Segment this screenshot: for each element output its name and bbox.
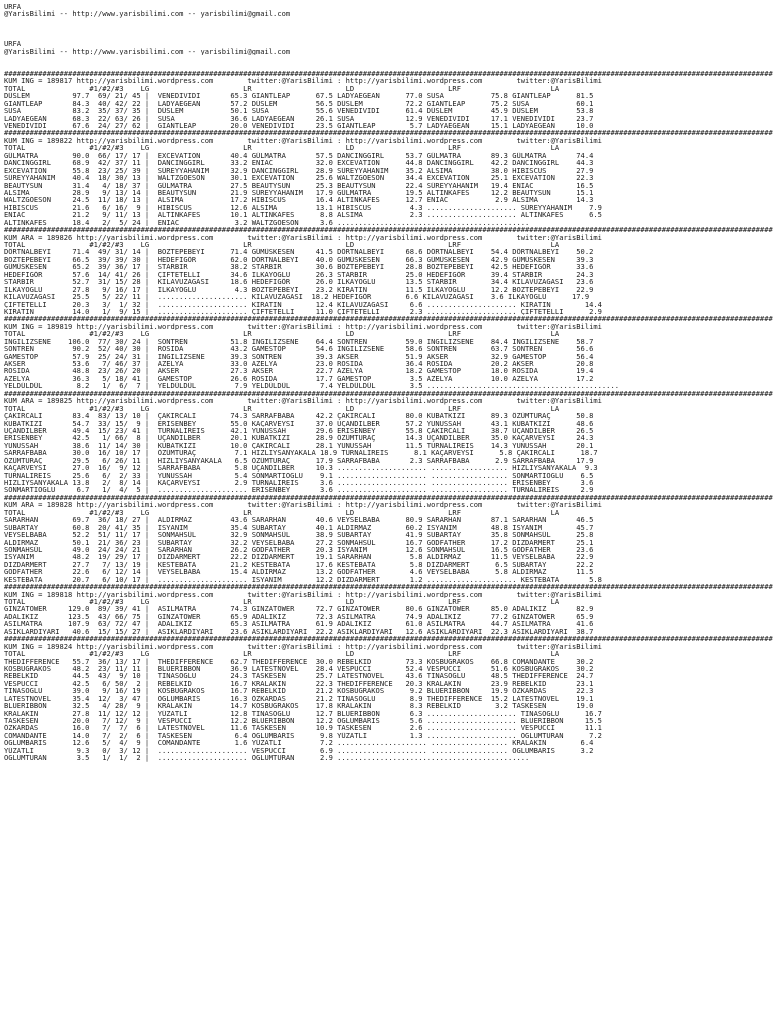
text-line: TOTAL #1/#2/#3 LG LR LD LRF LA [4, 330, 560, 338]
text-line: KESTEBATA 20.7 6/ 10/ 17 | ..................... ISYANIM 12.2 DIZDARMERT 1.2 ..................... KESTEBATA 5.8 [4, 575, 602, 584]
race-header-line: KUM ING = 189824 http://yarisbilimi.wordpress.com twitter:@YarisBilimi : http://yarisbilimi.wordpress.com twitter:@YarisBilimi [4, 642, 602, 651]
race-header-line: KUM ARA = 189826 http://yarisbilimi.wordpress.com twitter:@YarisBilimi : http://yarisbilimi.wordpress.com twitter:@YarisBilimi [4, 233, 602, 241]
text-line [4, 25, 773, 32]
text-line: DÜSLEM 97.7 69/ 21/ 45 | VENEDIVIDI 65.3 GIANTLEAP 67.5 LADYAEGEAN 77.0 SUSA 75.8 GIANTLEAP 81.5 [4, 92, 594, 100]
text-line: ÇIFTETELLI 20.3 3/ 1/ 32 | ..................... KIRATIN 12.4 KILAVUZAGASI 6.6 ..................... KIRATIN 14.4 [4, 300, 602, 308]
text-line: URFA [4, 3, 22, 11]
text-line: DIZDARMERT 27.7 7/ 13/ 19 | KESTEBATA 21.2 KESTEBATA 17.6 KESTEBATA 5.8 DIZDARMERT 6.5 SUBARTAY 22.2 [4, 560, 594, 569]
text-line: KAÇARVEYSI 27.0 16/ 9/ 12 | SARRAFBABA 5.8 UÇANDILBER 10.3 ..................... .................. HIZLIYSANYAKALA 9.3 [4, 464, 598, 472]
text-line: ÖZÜMTURAÇ 29.5 6/ 26/ 11 | HIZLIYSANYAKALA 6.5 ÖZÜMTURAÇ 17.9 SARRAFBABA 2.3 SARRAFBABA 2.9 SARRAFBABA 17.9 [4, 456, 594, 465]
race-header-line: KUM ING = 189819 http://yarisbilimi.wordpress.com twitter:@YarisBilimi : http://yarisbilimi.wordpress.com twitter:@YarisBilimi [4, 322, 602, 331]
text-line: ADALIKIZ 123.5 43/ 66/ 75 | GINZATOWER 65.9 ADALIKIZ 72.3 ASILMATRA 74.9 ADALIKIZ 77.2 GINZATOWER 65.9 [4, 612, 594, 621]
text-line [4, 63, 773, 70]
separator-line: #################################################################################################################################################################################### [4, 583, 773, 591]
text-line: ERISENBEY 42.5 1/ 66/ 8 | UÇANDILBER 20.1 KUBATKIZI 28.9 ÖZÜMTURAÇ 14.3 UÇANDILBER 35.0 KAÇARVEYSI 24.3 [4, 434, 594, 442]
text-line: KILAVUZAGASI 25.5 5/ 22/ 11 | ..................... KILAVUZAGASI 18.2 HEDEFIGÖR 6.6 KILAVUZAGASI 3.6 ILKAYOGLU 17.9 [4, 293, 590, 301]
text-line: TOTAL #1/#2/#3 LG LR LD LRF LA [4, 241, 560, 249]
text-line: ÇAKIRCALI 83.4 83/ 13/ 10 | ÇAKIRCALI 74.3 SARRAFBABA 42.2 ÇAKIRCALI 80.0 KUBATKIZI 89.3 ÖZÜMTURAÇ 50.8 [4, 412, 594, 420]
race-header-line: KUM ARA = 189828 http://yarisbilimi.wordpress.com twitter:@YarisBilimi : http://yarisbilimi.wordpress.com twitter:@YarisBilimi [4, 501, 602, 509]
text-line: SONMAHSÜL 49.0 24/ 24/ 21 | SARARHAN 26.2 GODFATHER 20.3 ISYANIM 12.6 SONMAHSÜL 16.5 GODFATHER 23.6 [4, 545, 594, 554]
text-line: VESPUCCI 42.5 6/ 50/ 2 | REBELKID 16.7 KRALAKIN 22.3 THEDIFFERENCE 20.3 KRALAKIN 23.9 REBELKID 23.1 [4, 679, 594, 688]
text-line: ASILMATRA 107.9 63/ 72/ 47 | ADALIKIZ 65.3 ASILMATRA 61.9 ADALIKIZ 61.0 ASILMATRA 44.7 ASILMATRA 41.6 [4, 620, 594, 628]
text-line: OGLUMBARIS 12.6 5/ 4/ 9 | COMANDANTE 1.6 YÜZATLI 7.2 ..................... .................. KRALAKIN 6.4 [4, 739, 594, 747]
text-line: ALSIMA 28.9 9/ 13/ 14 | BEAUTYSUN 21.9 SÜREYYAHANIM 17.9 GÜLMATRA 19.5 ALTINKAFES 12.2 BEAUTYSUN 15.1 [4, 188, 594, 197]
text-line: SUBARTAY 60.8 20/ 41/ 35 | ISYANIM 35.4 SUBARTAY 40.1 ALDIRMAZ 60.2 ISYANIM 48.8 ISYANIM 45.7 [4, 523, 594, 532]
race-header-line: KUM ING = 189822 http://yarisbilimi.wordpress.com twitter:@YarisBilimi : http://yarisbilimi.wordpress.com twitter:@YarisBilimi [4, 136, 602, 145]
text-line: SÜREYYAHANIM 40.4 18/ 30/ 13 | WALTZGOESON 30.1 EXCEVATION 25.6 WALTZGOESON 34.4 EXCEVATION 25.1 EXCEVATION 22.3 [4, 174, 594, 182]
separator-line: #################################################################################################################################################################################### [4, 226, 773, 234]
race-header-line: KUM ING = 189817 http://yarisbilimi.wordpress.com twitter:@YarisBilimi : http://yarisbilimi.wordpress.com twitter:@YarisBilimi [4, 77, 602, 85]
text-line: @YarisBilimi -- http://www.yarisbilimi.com -- yarisbilimi@gmail.com [4, 47, 291, 56]
document-body [4, 3, 773, 762]
text-line: AZELYA 36.3 5/ 18/ 41 | GAMESTOP 26.6 ROSIDA 17.7 GAMESTOP 3.5 AZELYA 10.0 AZELYA 17.2 [4, 374, 594, 383]
text-line: COMANDANTE 14.0 7/ 2/ 6 | TASKESEN 6.4 OGLUMBARIS 9.8 YÜZATLI 1.3 ..................... OGLUMTURAN 7.2 [4, 731, 602, 740]
text-line: AKSER 53.6 7/ 46/ 37 | AZELYA 33.0 AZELYA 23.0 ROSIDA 36.4 ROSIDA 20.2 AKSER 20.8 [4, 360, 594, 368]
text-line: VENEDIVIDI 67.6 24/ 27/ 62 | GIANTLEAP 20.0 VENEDIVIDI 23.5 GIANTLEAP 5.7 LADYAEGEAN 15.1 LADYAEGEAN 10.0 [4, 122, 594, 130]
text-line: SARRAFBABA 30.0 16/ 10/ 17 | ÖZÜMTURAÇ 7.1 HIZLIYSANYAKALA 18.9 TURNALIREIS 8.1 KAÇARVEYSI 5.8 ÇAKIRCALI 18.7 [4, 449, 598, 457]
text-line: YELDÜLDÜL 8.2 1/ 6/ 7 | YELDÜLDÜL 7.9 YELDÜLDÜL 7.4 YELDÜLDÜL 3.5 ............................................. [4, 382, 619, 390]
text-line: REBELKID 44.5 43/ 9/ 10 | TINASOGLU 24.3 TASKESEN 25.7 LATESTNOVEL 43.6 TINASOGLU 48.5 THEDIFFERENCE 24.7 [4, 672, 594, 680]
separator-line: #################################################################################################################################################################################### [4, 129, 773, 137]
text-line: URFA [4, 40, 22, 48]
separator-line: #################################################################################################################################################################################### [4, 69, 773, 78]
text-line: ALTINKAFES 18.4 2/ 5/ 24 | ENIAC 3.2 WALTZGOESON 3.6 ............................................. [4, 218, 530, 227]
text-line: SARARHAN 69.7 36/ 18/ 27 | ALDIRMAZ 43.6 SARARHAN 40.6 VEYSELBABA 80.9 SARARHAN 87.1 SARARHAN 46.5 [4, 516, 594, 524]
text-line: ALDIRMAZ 50.1 21/ 36/ 23 | SUBARTAY 32.2 VEYSELBABA 27.2 SONMAHSÜL 16.7 GODFATHER 17.2 DIZDARMERT 25.1 [4, 538, 594, 546]
text-line [4, 33, 773, 40]
text-line: TOTAL #1/#2/#3 LG LR LD LRF LA [4, 508, 560, 517]
text-line: BEAUTYSUN 31.4 4/ 18/ 37 | GÜLMATRA 27.5 BEAUTYSUN 25.3 BEAUTYSUN 22.4 SÜREYYAHANIM 19.4 ENIAC 16.5 [4, 181, 594, 189]
text-line: YUNUSSAH 38.6 11/ 14/ 30 | KUBATKIZI 10.0 ÇAKIRCALI 28.1 YUNUSSAH 11.5 TURNALIREIS 14.3 YUNUSSAH 20.1 [4, 441, 594, 450]
text-line: VEYSELBABA 52.2 51/ 11/ 17 | SONMAHSÜL 32.9 SONMAHSÜL 38.9 SUBARTAY 41.9 SUBARTAY 35.8 SONMAHSÜL 25.8 [4, 531, 594, 539]
text-line: HIBISCUS 21.6 6/ 16/ 9 | HIBISCUS 12.6 ALSIMA 13.1 HIBISCUS 4.3 ..................... SÜREYYAHANIM 7.9 [4, 203, 602, 212]
text-line [4, 18, 773, 25]
text-line: SONTREN 90.2 52/ 40/ 30 | ROSIDA 43.2 GAMESTOP 54.6 INGILIZSENE 58.6 SONTREN 63.7 SONTREN 56.6 [4, 345, 594, 353]
text-line: SONMARTIOGLU 6.7 1/ 4/ 5 | ..................... ERISENBEY 3.6 ..................... .................. TURNALIREIS 2.9 [4, 486, 594, 494]
text-line: ROSIDA 48.8 23/ 26/ 20 | AKSER 27.3 AKSER 22.7 AZELYA 18.2 GAMESTOP 18.0 ROSIDA 19.4 [4, 367, 594, 375]
text-line: INGILIZSENE 106.0 77/ 30/ 24 | SONTREN 51.8 INGILIZSENE 64.4 SONTREN 59.0 INGILIZSENE 84.4 INGILIZSENE 58.7 [4, 337, 594, 346]
text-line: BOZTEPEBEYI 66.5 39/ 39/ 30 | HEDEFIGÖR 62.0 DÖRTNALBEYI 40.0 GÜMÜSKESEN 66.3 GÜMÜSKESEN 42.9 GÜMÜSKESEN 39.3 [4, 255, 594, 264]
separator-line: #################################################################################################################################################################################### [4, 389, 773, 398]
text-line: GÜMÜSKESEN 65.2 39/ 36/ 17 | STARBIR 38.2 STARBIR 30.6 BOZTEPEBEYI 28.8 BOZTEPEBEYI 42.5 HEDEFIGÖR 33.6 [4, 263, 594, 271]
text-line: GIANTLEAP 84.3 40/ 42/ 22 | LADYAEGEAN 57.2 DÜSLEM 56.5 DÜSLEM 72.2 GIANTLEAP 75.2 SUSA 60.1 [4, 99, 594, 108]
text-line: STARBIR 52.7 31/ 15/ 28 | KILAVUZAGASI 18.6 HEDEFIGÖR 26.0 ILKAYOGLU 13.5 STARBIR 34.4 KILAVUZAGASI 23.6 [4, 278, 594, 286]
text-line: GAMESTOP 57.9 25/ 24/ 31 | INGILIZSENE 39.3 SONTREN 39.3 AKSER 51.9 AKSER 32.9 GAMESTOP 56.4 [4, 352, 594, 360]
text-line: ISYANIM 48.2 19/ 29/ 17 | DIZDARMERT 22.2 DIZDARMERT 19.1 SARARHAN 5.8 ALDIRMAZ 11.5 VEYSELBABA 22.9 [4, 553, 594, 561]
text-line: EXCEVATION 55.8 23/ 25/ 39 | SÜREYYAHANIM 32.9 DANCINGGIRL 28.9 SÜREYYAHANIM 35.2 ALSIMA 38.0 HIBISCUS 27.9 [4, 166, 594, 175]
text-line: TOTAL #1/#2/#3 LG LR LD LRF LA [4, 650, 560, 658]
text-line: GINZATOWER 129.0 89/ 39/ 41 | ASILMATRA 74.3 GINZATOWER 72.7 GINZATOWER 80.6 GINZATOWER 85.0 ADALIKIZ 82.9 [4, 605, 594, 613]
text-line: ASIKLARDIYARI 40.6 15/ 15/ 27 | ASIKLARDIYARI 23.6 ASIKLARDIYARI 22.2 ASIKLARDIYARI 12.6 ASIKLARDIYARI 22.3 ASIKLARDIYARI 38.7 [4, 627, 594, 636]
separator-line: #################################################################################################################################################################################### [4, 493, 773, 502]
text-line: HEDEFIGÖR 57.6 14/ 41/ 26 | ÇIFTETELLI 34.6 ILKAYOGLU 26.3 STARBIR 25.0 HEDEFIGÖR 39.4 STARBIR 24.3 [4, 270, 594, 279]
text-line: DÖRTNALBEYI 71.4 49/ 31/ 14 | BOZTEPEBEYI 71.4 GÜMÜSKESEN 41.5 DÖRTNALBEYI 68.6 DÖRTNALBEYI 54.4 DÖRTNALBEYI 50.2 [4, 248, 594, 256]
text-line: BLUERIBBON 32.5 4/ 28/ 9 | KRALAKIN 14.7 KOSBUGRAKOS 17.8 KRALAKIN 8.3 REBELKID 3.2 TASKESEN 19.0 [4, 702, 594, 710]
text-line: KOSBUGRAKOS 48.2 23/ 11/ 11 | BLUERIBBON 36.9 LATESTNOVEL 28.4 VESPUCCI 52.4 VESPUCCI 51.6 KOSBUGRAKOS 30.2 [4, 664, 594, 673]
text-line: ÖZKARDAS 16.0 7/ 7/ 6 | LATESTNOVEL 11.6 TASKESEN 10.9 TASKESEN 2.6 ..................... VESPUCCI 11.1 [4, 724, 602, 732]
text-line: ENIAC 21.2 9/ 11/ 13 | ALTINKAFES 10.1 ALTINKAFES 8.8 ALSIMA 2.3 ..................... ALTINKAFES 6.5 [4, 211, 602, 219]
text-line: @YarisBilimi -- http://www.yarisbilimi.com -- yarisbilimi@gmail.com [4, 10, 291, 18]
text-line: YÜZATLI 9.3 0/ 3/ 12 | ..................... VESPUCCI 6.9 ..................... .................. OGLUMBARIS 3.2 [4, 746, 594, 755]
text-line: THEDIFFERENCE 55.7 36/ 13/ 17 | THEDIFFERENCE 62.7 THEDIFFERENCE 30.0 REBELKID 73.3 KOSBUGRAKOS 66.8 COMANDANTE 30.2 [4, 657, 594, 665]
text-line: WALTZGOESON 24.5 11/ 18/ 13 | ALSIMA 17.2 HIBISCUS 16.4 ALTINKAFES 12.7 ENIAC 2.9 ALSIMA 14.3 [4, 196, 594, 204]
text-line: DANCINGGIRL 68.9 42/ 37/ 11 | DANCINGGIRL 33.2 ENIAC 32.0 EXCEVATION 44.8 DANCINGGIRL 42.2 DANCINGGIRL 44.3 [4, 159, 594, 167]
text-line: KIRATIN 14.0 1/ 9/ 15 | ..................... ÇIFTETELLI 11.0 ÇIFTETELLI 2.3 ..................... ÇIFTETELLI 2.9 [4, 307, 602, 316]
text-line: ILKAYOGLU 27.8 9/ 16/ 17 | ILKAYOGLU 4.3 BOZTEPEBEYI 23.2 KIRATIN 11.5 ILKAYOGLU 12.2 BOZTEPEBEYI 22.9 [4, 285, 594, 294]
text-line [4, 55, 773, 62]
text-line: KRALAKIN 27.8 11/ 12/ 12 | YÜZATLI 12.8 TINASOGLU 12.7 BLUERIBBON 6.3 ..................... TINASOGLU 16.7 [4, 709, 602, 717]
separator-line: #################################################################################################################################################################################### [4, 635, 773, 643]
text-line: TINASOGLU 39.0 9/ 16/ 19 | KOSBUGRAKOS 16.7 REBELKID 21.2 KOSBUGRAKOS 9.2 BLUERIBBON 19.9 ÖZKARDAS 22.3 [4, 687, 594, 695]
text-line: TASKESEN 20.0 7/ 12/ 9 | VESPUCCI 12.2 BLUERIBBON 12.2 OGLUMBARIS 5.6 ..................... BLUERIBBON 15.5 [4, 717, 602, 725]
separator-line: #################################################################################################################################################################################### [4, 315, 773, 323]
race-header-line: KUM ARA = 189825 http://yarisbilimi.wordpress.com twitter:@YarisBilimi : http://yarisbilimi.wordpress.com twitter:@YarisBilimi [4, 397, 602, 405]
text-line: HIZLIYSANYAKALA 13.8 2/ 8/ 14 | KAÇARVEYSI 2.9 TURNALIREIS 3.6 ..................... .................. ERISENBEY 3.6 [4, 479, 594, 487]
race-header-line: KUM ING = 189818 http://yarisbilimi.wordpress.com twitter:@YarisBilimi : http://yarisbilimi.wordpress.com twitter:@YarisBilimi [4, 590, 602, 598]
text-line: GODFATHER 22.6 6/ 12/ 14 | VEYSELBABA 15.4 ALDIRMAZ 13.2 GODFATHER 4.6 VEYSELBABA 5.8 ALDIRMAZ 11.5 [4, 568, 594, 576]
text-line: GÜLMATRA 90.0 66/ 17/ 17 | EXCEVATION 40.4 GÜLMATRA 57.5 DANCINGGIRL 53.7 GÜLMATRA 89.3 GÜLMATRA 74.4 [4, 151, 594, 160]
text-line: TOTAL #1/#2/#3 LG LR LD LRF LA [4, 404, 560, 413]
text-line: TOTAL #1/#2/#3 LG LR LD LRF LA [4, 144, 560, 152]
text-line: TOTAL #1/#2/#3 LG LR LD LRF LA [4, 598, 560, 606]
text-line: LATESTNOVEL 35.4 12/ 3/ 47 | OGLUMBARIS 16.3 ÖZKARDAS 21.2 TINASOGLU 8.9 THEDIFFERENCE 15.2 LATESTNOVEL 19.1 [4, 694, 594, 703]
text-line: KUBATKIZI 54.7 33/ 15/ 9 | ERISENBEY 55.0 KAÇARVEYSI 37.0 UÇANDILBER 57.2 YUNUSSAH 43.1 KUBATKIZI 48.6 [4, 419, 594, 427]
text-line: SUSA 83.2 35/ 37/ 35 | DÜSLEM 50.1 SUSA 55.6 VENEDIVIDI 61.4 DÜSLEM 45.9 DÜSLEM 53.8 [4, 107, 594, 115]
text-line: OGLUMTURAN 3.5 1/ 1/ 2 | ..................... OGLUMTURAN 2.9 ............................................. [4, 754, 530, 762]
text-line: TOTAL #1/#2/#3 LG LR LD LRF LA [4, 84, 560, 93]
text-line: UÇANDILBER 49.4 15/ 23/ 41 | TURNALIREIS 42.1 YUNUSSAH 29.6 ERISENBEY 55.8 ÇAKIRCALI 38.7 UÇANDILBER 26.5 [4, 426, 594, 435]
text-line: TURNALIREIS 25.6 6/ 2/ 33 | YUNUSSAH 5.4 SONMARTIOGLU 9.1 ..................... .................. SONMARTIOGLU 6.5 [4, 471, 594, 479]
text-line: LADYAEGEAN 68.3 22/ 63/ 26 | SUSA 36.6 LADYAEGEAN 26.1 SUSA 12.9 VENEDIVIDI 17.1 VENEDIVIDI 23.7 [4, 114, 594, 122]
